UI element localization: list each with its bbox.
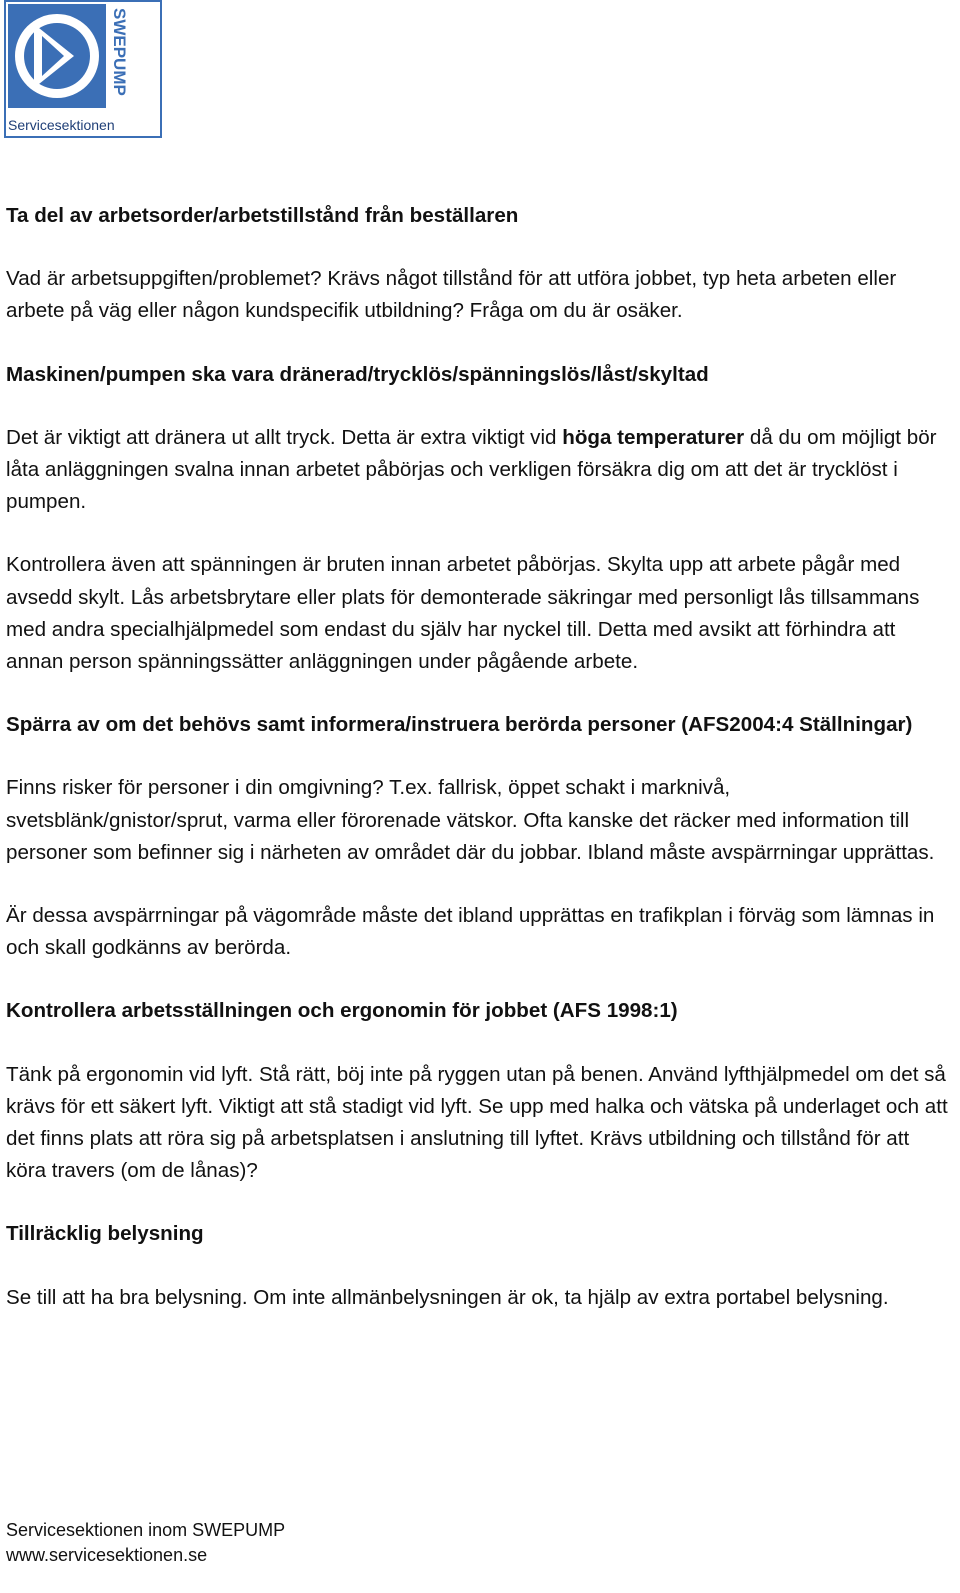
paragraph-vagomrade: Är dessa avspärrningar på vägområde måste det ibland upprättas en trafikplan i förväg som lämnas in och skall godkänns av berörda. xyxy=(6,904,935,960)
document-body xyxy=(6,200,951,1314)
swepump-logo-graphic xyxy=(4,0,162,138)
heading-belysning: Tillräcklig belysning xyxy=(6,1222,204,1246)
footer-organization: Servicesektionen inom SWEPUMP xyxy=(6,1520,286,1540)
page-footer xyxy=(6,1518,606,1568)
heading-ergonomi: Kontrollera arbetsställningen och ergonomin för jobbet (AFS 1998:1) xyxy=(6,999,678,1023)
heading-maskinen: Maskinen/pumpen ska vara dränerad/trycklös/spänningslös/låst/skyltad xyxy=(6,362,709,386)
heading-sparra: Spärra av om det behövs samt informera/instruera berörda personer (AFS2004:4 Ställningar) xyxy=(6,713,913,737)
paragraph-lyft: Tänk på ergonomin vid lyft. Stå rätt, böj inte på ryggen utan på benen. Använd lyfthjälpmedel om det så krävs för ett säkert lyft. Viktigt att stå stadigt vid lyft. Se upp med halka och vätska på underlaget och att det finns plats att röra sig på arbetsplatsen i anslutning till lyftet. Krävs utbildning och tillstånd för att köra travers (om de lånas)? xyxy=(6,1062,948,1183)
svg-text:Servicesektionen: Servicesektionen xyxy=(8,117,115,133)
paragraph-dranera-part1: Det är viktigt att dränera ut allt tryck. Detta är extra viktigt vid xyxy=(6,425,563,449)
heading-arbetsorder: Ta del av arbetsorder/arbetstillstånd från beställaren xyxy=(6,204,519,227)
footer-website-link[interactable]: www.servicesektionen.se xyxy=(6,1545,208,1565)
paragraph-dranera-bold: höga temperaturer xyxy=(562,425,745,449)
swepump-logo xyxy=(4,0,162,138)
paragraph-risker: Finns risker för personer i din omgivning? T.ex. fallrisk, öppet schakt i marknivå, svetsblänk/gnistor/sprut, varma eller förorenade vätskor. Ofta kanske det räcker med information till personer som befinner sig i närheten av området där du jobbar. Ibland måste avspärrningar upprättas. xyxy=(6,776,935,864)
paragraph-dranera xyxy=(6,422,951,519)
svg-text:SWEPUMP: SWEPUMP xyxy=(110,8,129,96)
paragraph-belysning: Se till att ha bra belysning. Om inte allmänbelysningen är ok, ta hjälp av extra portabel belysning. xyxy=(6,1285,889,1309)
paragraph-dranera-part2: då du om möjligt bör låta anläggningen svalna innan arbetet påbörjas och verkligen försäkra dig om att det är trycklöst i pumpen. xyxy=(6,425,937,514)
paragraph-arbetsuppgift: Vad är arbetsuppgiften/problemet? Krävs något tillstånd för att utföra jobbet, typ heta arbeten eller arbete på väg eller någon kundspecifik utbildning? Fråga om du är osäker. xyxy=(6,267,897,323)
paragraph-spanning: Kontrollera även att spänningen är bruten innan arbetet påbörjas. Skylta upp att arbete pågår med avsedd skylt. Lås arbetsbrytare eller plats för demonterade säkringar med personligt lås tillsammans med andra specialhjälpmedel som endast du själv har nyckel till. Detta med avsikt att förhindra att annan person spänningssätter anläggningen under pågående arbete. xyxy=(6,553,920,674)
